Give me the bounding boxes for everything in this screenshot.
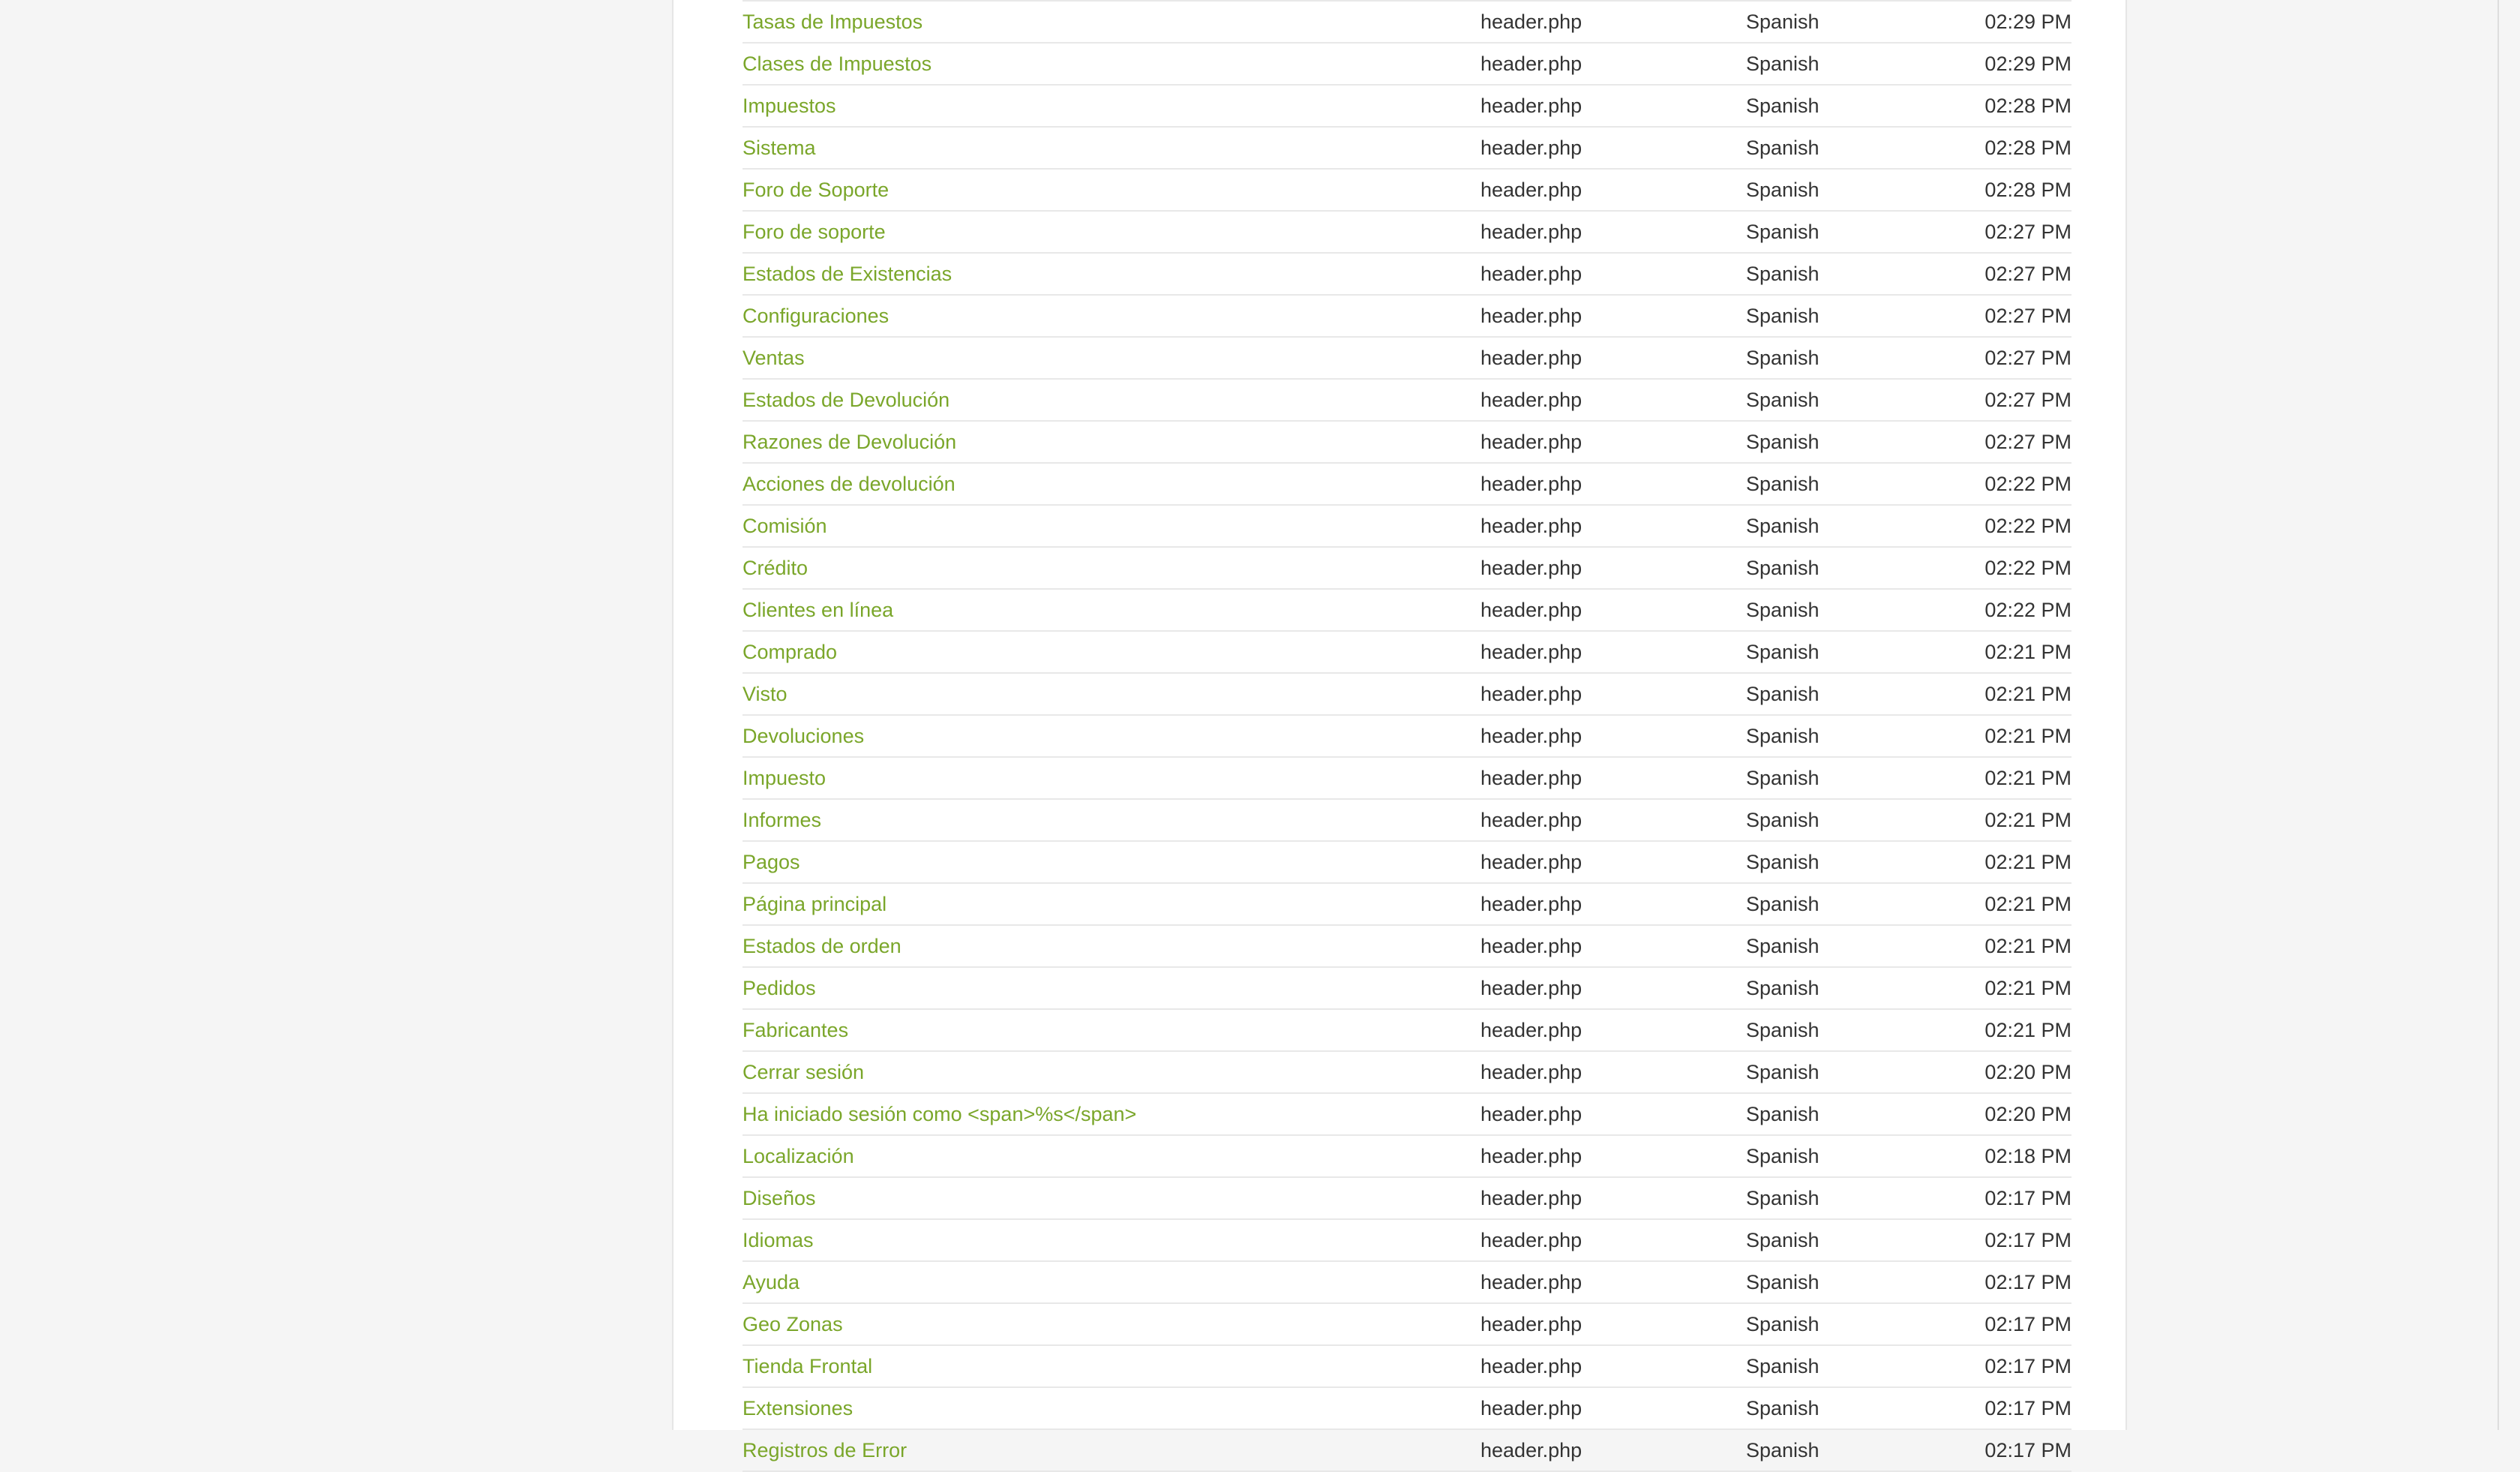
time-cell: 02:27 PM	[1984, 305, 2072, 327]
text-cell	[742, 1261, 1480, 1303]
language-cell: Spanish	[1746, 1313, 1820, 1335]
language-cell: Spanish	[1746, 1355, 1820, 1377]
file-cell: header.php	[1480, 935, 1582, 957]
language-cell: Spanish	[1746, 1103, 1820, 1125]
language-cell: Spanish	[1746, 53, 1820, 75]
text-cell	[742, 1177, 1480, 1219]
translation-text-link[interactable]: Crédito	[742, 557, 808, 579]
table-row	[742, 85, 2072, 127]
text-cell	[742, 799, 1480, 841]
table-row	[742, 1261, 2072, 1303]
time-cell: 02:17 PM	[1984, 1313, 2072, 1335]
time-cell: 02:27 PM	[1984, 431, 2072, 453]
file-cell: header.php	[1480, 1145, 1582, 1167]
time-cell: 02:22 PM	[1984, 515, 2072, 537]
language-cell: Spanish	[1746, 725, 1820, 747]
time-cell: 02:28 PM	[1984, 137, 2072, 159]
table-row	[742, 799, 2072, 841]
table-row	[742, 295, 2072, 337]
time-cell: 02:17 PM	[1984, 1439, 2072, 1461]
file-cell: header.php	[1480, 305, 1582, 327]
table-row	[742, 463, 2072, 505]
file-cell: header.php	[1480, 809, 1582, 831]
file-cell: header.php	[1480, 347, 1582, 369]
table-row	[742, 1093, 2072, 1135]
table-row	[742, 547, 2072, 589]
file-cell: header.php	[1480, 893, 1582, 915]
file-cell: header.php	[1480, 599, 1582, 621]
time-cell: 02:21 PM	[1984, 683, 2072, 705]
time-cell: 02:27 PM	[1984, 389, 2072, 411]
translation-text-link[interactable]: Registros de Error	[742, 1439, 908, 1461]
time-cell: 02:22 PM	[1984, 473, 2072, 495]
translations-table	[742, 2, 2072, 1472]
table-row	[742, 2, 2072, 43]
time-cell: 02:28 PM	[1984, 179, 2072, 201]
language-cell: Spanish	[1746, 557, 1820, 579]
text-cell	[742, 1219, 1480, 1261]
translation-text-link[interactable]: Foro de soporte	[742, 221, 886, 243]
table-row	[742, 379, 2072, 421]
time-cell: 02:21 PM	[1984, 767, 2072, 789]
text-cell	[742, 505, 1480, 547]
language-cell: Spanish	[1746, 221, 1820, 243]
language-cell: Spanish	[1746, 809, 1820, 831]
text-cell	[742, 631, 1480, 673]
text-cell	[742, 1303, 1480, 1345]
text-cell	[742, 841, 1480, 883]
time-cell: 02:27 PM	[1984, 221, 2072, 243]
language-cell: Spanish	[1746, 851, 1820, 873]
time-cell: 02:20 PM	[1984, 1061, 2072, 1083]
translation-text-link[interactable]: Extensiones	[742, 1397, 854, 1419]
language-cell: Spanish	[1746, 599, 1820, 621]
file-cell: header.php	[1480, 221, 1582, 243]
translation-text-link[interactable]: Tienda Frontal	[742, 1355, 873, 1377]
file-cell: header.php	[1480, 515, 1582, 537]
language-cell: Spanish	[1746, 431, 1820, 453]
table-row	[742, 421, 2072, 463]
time-cell: 02:21 PM	[1984, 935, 2072, 957]
text-cell	[742, 253, 1480, 295]
translation-text-link[interactable]: Foro de Soporte	[742, 179, 890, 201]
time-cell: 02:29 PM	[1984, 11, 2072, 33]
translation-text-link[interactable]: Razones de Devolución	[742, 431, 957, 453]
text-cell	[742, 295, 1480, 337]
language-cell: Spanish	[1746, 1271, 1820, 1293]
table-row	[742, 715, 2072, 757]
file-cell: header.php	[1480, 641, 1582, 663]
text-cell	[742, 379, 1480, 421]
time-cell: 02:21 PM	[1984, 1019, 2072, 1041]
table-row	[742, 1009, 2072, 1051]
table-row	[742, 127, 2072, 169]
text-cell	[742, 337, 1480, 379]
translation-text-link[interactable]: Acciones de devolución	[742, 473, 956, 495]
time-cell: 02:28 PM	[1984, 95, 2072, 117]
language-cell: Spanish	[1746, 641, 1820, 663]
translation-text-link[interactable]: Configuraciones	[742, 305, 890, 327]
language-cell: Spanish	[1746, 137, 1820, 159]
translation-text-link[interactable]: Devoluciones	[742, 725, 865, 747]
table-row	[742, 673, 2072, 715]
text-cell	[742, 1429, 1480, 1471]
file-cell: header.php	[1480, 1061, 1582, 1083]
time-cell: 02:21 PM	[1984, 893, 2072, 915]
translation-text-link[interactable]: Cerrar sesión	[742, 1061, 865, 1083]
translation-text-link[interactable]: Estados de Existencias	[742, 263, 952, 285]
language-cell: Spanish	[1746, 389, 1820, 411]
text-cell	[742, 1051, 1480, 1093]
language-cell: Spanish	[1746, 1019, 1820, 1041]
table-row	[742, 505, 2072, 547]
translation-text-link[interactable]: Fabricantes	[742, 1019, 849, 1041]
table-row	[742, 1135, 2072, 1177]
language-cell: Spanish	[1746, 95, 1820, 117]
table-row	[742, 1303, 2072, 1345]
text-cell	[742, 925, 1480, 967]
time-cell: 02:21 PM	[1984, 977, 2072, 999]
translation-text-link[interactable]: Idiomas	[742, 1229, 814, 1251]
file-cell: header.php	[1480, 263, 1582, 285]
translation-text-link[interactable]: Comisión	[742, 515, 827, 537]
text-cell	[742, 589, 1480, 631]
time-cell: 02:27 PM	[1984, 347, 2072, 369]
language-cell: Spanish	[1746, 473, 1820, 495]
translation-text-link[interactable]: Pedidos	[742, 977, 816, 999]
table-row	[742, 253, 2072, 295]
translation-text-link[interactable]: Clases de Impuestos	[742, 53, 932, 75]
time-cell: 02:17 PM	[1984, 1355, 2072, 1377]
file-cell: header.php	[1480, 557, 1582, 579]
time-cell: 02:17 PM	[1984, 1397, 2072, 1419]
table-row	[742, 169, 2072, 211]
translation-text-link[interactable]: Ha iniciado sesión como <span>%s</span>	[742, 1103, 1137, 1125]
file-cell: header.php	[1480, 1397, 1582, 1419]
file-cell: header.php	[1480, 1439, 1582, 1461]
translation-text-link[interactable]: Comprado	[742, 641, 838, 663]
table-row	[742, 883, 2072, 925]
text-cell	[742, 883, 1480, 925]
text-cell	[742, 85, 1480, 127]
text-cell	[742, 715, 1480, 757]
time-cell: 02:22 PM	[1984, 599, 2072, 621]
translation-text-link[interactable]: Tasas de Impuestos	[742, 11, 923, 33]
table-row	[742, 1177, 2072, 1219]
file-cell: header.php	[1480, 1103, 1582, 1125]
time-cell: 02:21 PM	[1984, 809, 2072, 831]
text-cell	[742, 2, 1480, 43]
language-cell: Spanish	[1746, 1439, 1820, 1461]
text-cell	[742, 127, 1480, 169]
translation-text-link[interactable]: Informes	[742, 809, 822, 831]
text-cell	[742, 169, 1480, 211]
translation-text-link[interactable]: Localización	[742, 1145, 854, 1167]
text-cell	[742, 43, 1480, 85]
scrollbar-track[interactable]	[2498, 0, 2499, 1430]
text-cell	[742, 1135, 1480, 1177]
text-cell	[742, 1345, 1480, 1387]
language-cell: Spanish	[1746, 935, 1820, 957]
time-cell: 02:27 PM	[1984, 263, 2072, 285]
text-cell	[742, 673, 1480, 715]
file-cell: header.php	[1480, 1355, 1582, 1377]
table-row	[742, 43, 2072, 85]
text-cell	[742, 463, 1480, 505]
file-cell: header.php	[1480, 431, 1582, 453]
text-cell	[742, 757, 1480, 799]
text-cell	[742, 1009, 1480, 1051]
translations-table-body	[742, 2, 2072, 1471]
text-cell	[742, 1387, 1480, 1429]
file-cell: header.php	[1480, 11, 1582, 33]
time-cell: 02:21 PM	[1984, 851, 2072, 873]
translation-text-link[interactable]: Página principal	[742, 893, 887, 915]
language-cell: Spanish	[1746, 977, 1820, 999]
time-cell: 02:17 PM	[1984, 1187, 2072, 1209]
file-cell: header.php	[1480, 1271, 1582, 1293]
file-cell: header.php	[1480, 725, 1582, 747]
table-row	[742, 1345, 2072, 1387]
language-cell: Spanish	[1746, 11, 1820, 33]
file-cell: header.php	[1480, 179, 1582, 201]
table-row	[742, 1429, 2072, 1471]
translation-text-link[interactable]: Impuestos	[742, 95, 836, 117]
time-cell: 02:17 PM	[1984, 1229, 2072, 1251]
file-cell: header.php	[1480, 683, 1582, 705]
table-row	[742, 967, 2072, 1009]
table-row	[742, 589, 2072, 631]
file-cell: header.php	[1480, 137, 1582, 159]
file-cell: header.php	[1480, 1019, 1582, 1041]
translation-text-link[interactable]: Estados de orden	[742, 935, 902, 957]
file-cell: header.php	[1480, 389, 1582, 411]
translation-text-link[interactable]: Visto	[742, 683, 788, 705]
file-cell: header.php	[1480, 1187, 1582, 1209]
file-cell: header.php	[1480, 473, 1582, 495]
translation-text-link[interactable]: Ayuda	[742, 1271, 800, 1293]
time-cell: 02:22 PM	[1984, 557, 2072, 579]
time-cell: 02:29 PM	[1984, 53, 2072, 75]
translation-text-link[interactable]: Geo Zonas	[742, 1313, 843, 1335]
time-cell: 02:18 PM	[1984, 1145, 2072, 1167]
table-row	[742, 925, 2072, 967]
table-row	[742, 1219, 2072, 1261]
language-cell: Spanish	[1746, 1061, 1820, 1083]
time-cell: 02:17 PM	[1984, 1271, 2072, 1293]
table-row	[742, 631, 2072, 673]
language-cell: Spanish	[1746, 1229, 1820, 1251]
file-cell: header.php	[1480, 851, 1582, 873]
translation-text-link[interactable]: Estados de Devolución	[742, 389, 950, 411]
language-cell: Spanish	[1746, 1187, 1820, 1209]
translation-text-link[interactable]: Ventas	[742, 347, 805, 369]
language-cell: Spanish	[1746, 305, 1820, 327]
table-row	[742, 337, 2072, 379]
file-cell: header.php	[1480, 767, 1582, 789]
language-cell: Spanish	[1746, 1145, 1820, 1167]
table-row	[742, 1051, 2072, 1093]
text-cell	[742, 547, 1480, 589]
translation-text-link[interactable]: Impuesto	[742, 767, 826, 789]
file-cell: header.php	[1480, 53, 1582, 75]
file-cell: header.php	[1480, 95, 1582, 117]
table-row	[742, 841, 2072, 883]
text-cell	[742, 421, 1480, 463]
table-row	[742, 1387, 2072, 1429]
table-row	[742, 211, 2072, 253]
language-cell: Spanish	[1746, 683, 1820, 705]
language-cell: Spanish	[1746, 263, 1820, 285]
text-cell	[742, 1093, 1480, 1135]
time-cell: 02:20 PM	[1984, 1103, 2072, 1125]
language-cell: Spanish	[1746, 347, 1820, 369]
file-cell: header.php	[1480, 1313, 1582, 1335]
translation-text-link[interactable]: Pagos	[742, 851, 800, 873]
time-cell: 02:21 PM	[1984, 725, 2072, 747]
file-cell: header.php	[1480, 1229, 1582, 1251]
text-cell	[742, 967, 1480, 1009]
translation-text-link[interactable]: Clientes en línea	[742, 599, 894, 621]
language-cell: Spanish	[1746, 179, 1820, 201]
text-cell	[742, 211, 1480, 253]
translation-text-link[interactable]: Sistema	[742, 137, 816, 159]
language-cell: Spanish	[1746, 1397, 1820, 1419]
language-cell: Spanish	[1746, 893, 1820, 915]
table-row	[742, 757, 2072, 799]
translation-text-link[interactable]: Diseños	[742, 1187, 816, 1209]
language-cell: Spanish	[1746, 767, 1820, 789]
language-cell: Spanish	[1746, 515, 1820, 537]
file-cell: header.php	[1480, 977, 1582, 999]
time-cell: 02:21 PM	[1984, 641, 2072, 663]
